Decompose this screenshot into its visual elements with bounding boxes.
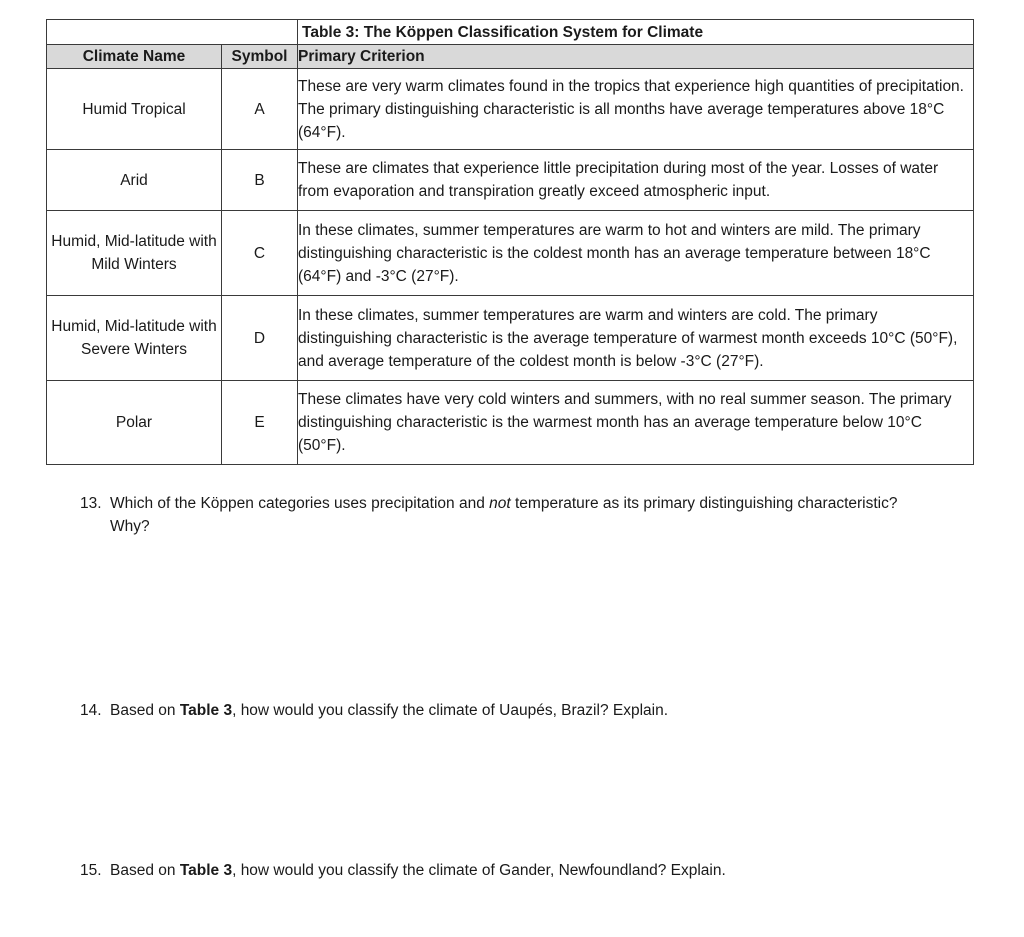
question-text-part: , how would you classify the climate of Uaupés, Brazil? Explain.: [232, 702, 669, 719]
criterion-cell: These climates have very cold winters and summers, with no real summer season. The primary distinguishing characteristic is the warmest month has an average temperature below 10°C (50°F).: [298, 381, 974, 465]
symbol-cell: C: [222, 211, 298, 296]
question-emphasis: Table 3: [179, 702, 233, 719]
table-title-spacer: [47, 20, 298, 45]
climate-name-cell: Humid, Mid-latitude with Mild Winters: [47, 211, 222, 296]
question-text-part: temperature as its primary distinguishing characteristic? Why?: [110, 495, 898, 535]
table-header-row: [47, 45, 974, 69]
question-text-part: Which of the Köppen categories uses precipitation and: [110, 495, 490, 512]
climate-name-cell: Polar: [47, 381, 222, 465]
koppen-classification-table: [46, 19, 974, 465]
criterion-cell: In these climates, summer temperatures are warm and winters are cold. The primary distinguishing characteristic is the average temperature of warmest month exceeds 10°C (50°F), and average temperature of the coldest month is below -3°C (27°F).: [298, 296, 974, 381]
question-text: [110, 493, 940, 538]
table-row: [47, 211, 974, 296]
table-row: [47, 69, 974, 150]
question-emphasis: not: [489, 495, 511, 512]
table-title: Table 3: The Köppen Classification System for Climate: [298, 20, 974, 45]
question-text: [110, 860, 940, 883]
climate-name-cell: Humid, Mid-latitude with Severe Winters: [47, 296, 222, 381]
symbol-cell: B: [222, 150, 298, 211]
symbol-cell: A: [222, 69, 298, 150]
question-15: [80, 860, 940, 883]
question-14: [80, 700, 940, 723]
criterion-cell: These are very warm climates found in the tropics that experience high quantities of precipitation. The primary distinguishing characteristic is all months have average temperatures above 18°C (64°F).: [298, 69, 974, 150]
question-number: 13.: [80, 495, 102, 512]
question-text-part: Based on: [110, 862, 180, 879]
question-text-part: Based on: [110, 702, 180, 719]
question-number: 14.: [80, 702, 102, 719]
question-13: [80, 493, 940, 538]
header-primary-criterion: Primary Criterion: [298, 45, 974, 69]
criterion-cell: In these climates, summer temperatures are warm to hot and winters are mild. The primary distinguishing characteristic is the coldest month has an average temperature between 18°C (64°F) and -3°C (27°F).: [298, 211, 974, 296]
header-climate-name: Climate Name: [47, 45, 222, 69]
climate-name-cell: Arid: [47, 150, 222, 211]
climate-name-cell: Humid Tropical: [47, 69, 222, 150]
table-row: [47, 296, 974, 381]
question-text-part: , how would you classify the climate of Gander, Newfoundland? Explain.: [232, 862, 726, 879]
table-row: [47, 150, 974, 211]
header-symbol: Symbol: [222, 45, 298, 69]
question-number: 15.: [80, 862, 102, 879]
criterion-cell: These are climates that experience little precipitation during most of the year. Losses of water from evaporation and transpiration greatly exceed atmospheric input.: [298, 150, 974, 211]
question-emphasis: Table 3: [179, 862, 233, 879]
symbol-cell: D: [222, 296, 298, 381]
question-text: [110, 700, 940, 723]
table-row: [47, 381, 974, 465]
symbol-cell: E: [222, 381, 298, 465]
